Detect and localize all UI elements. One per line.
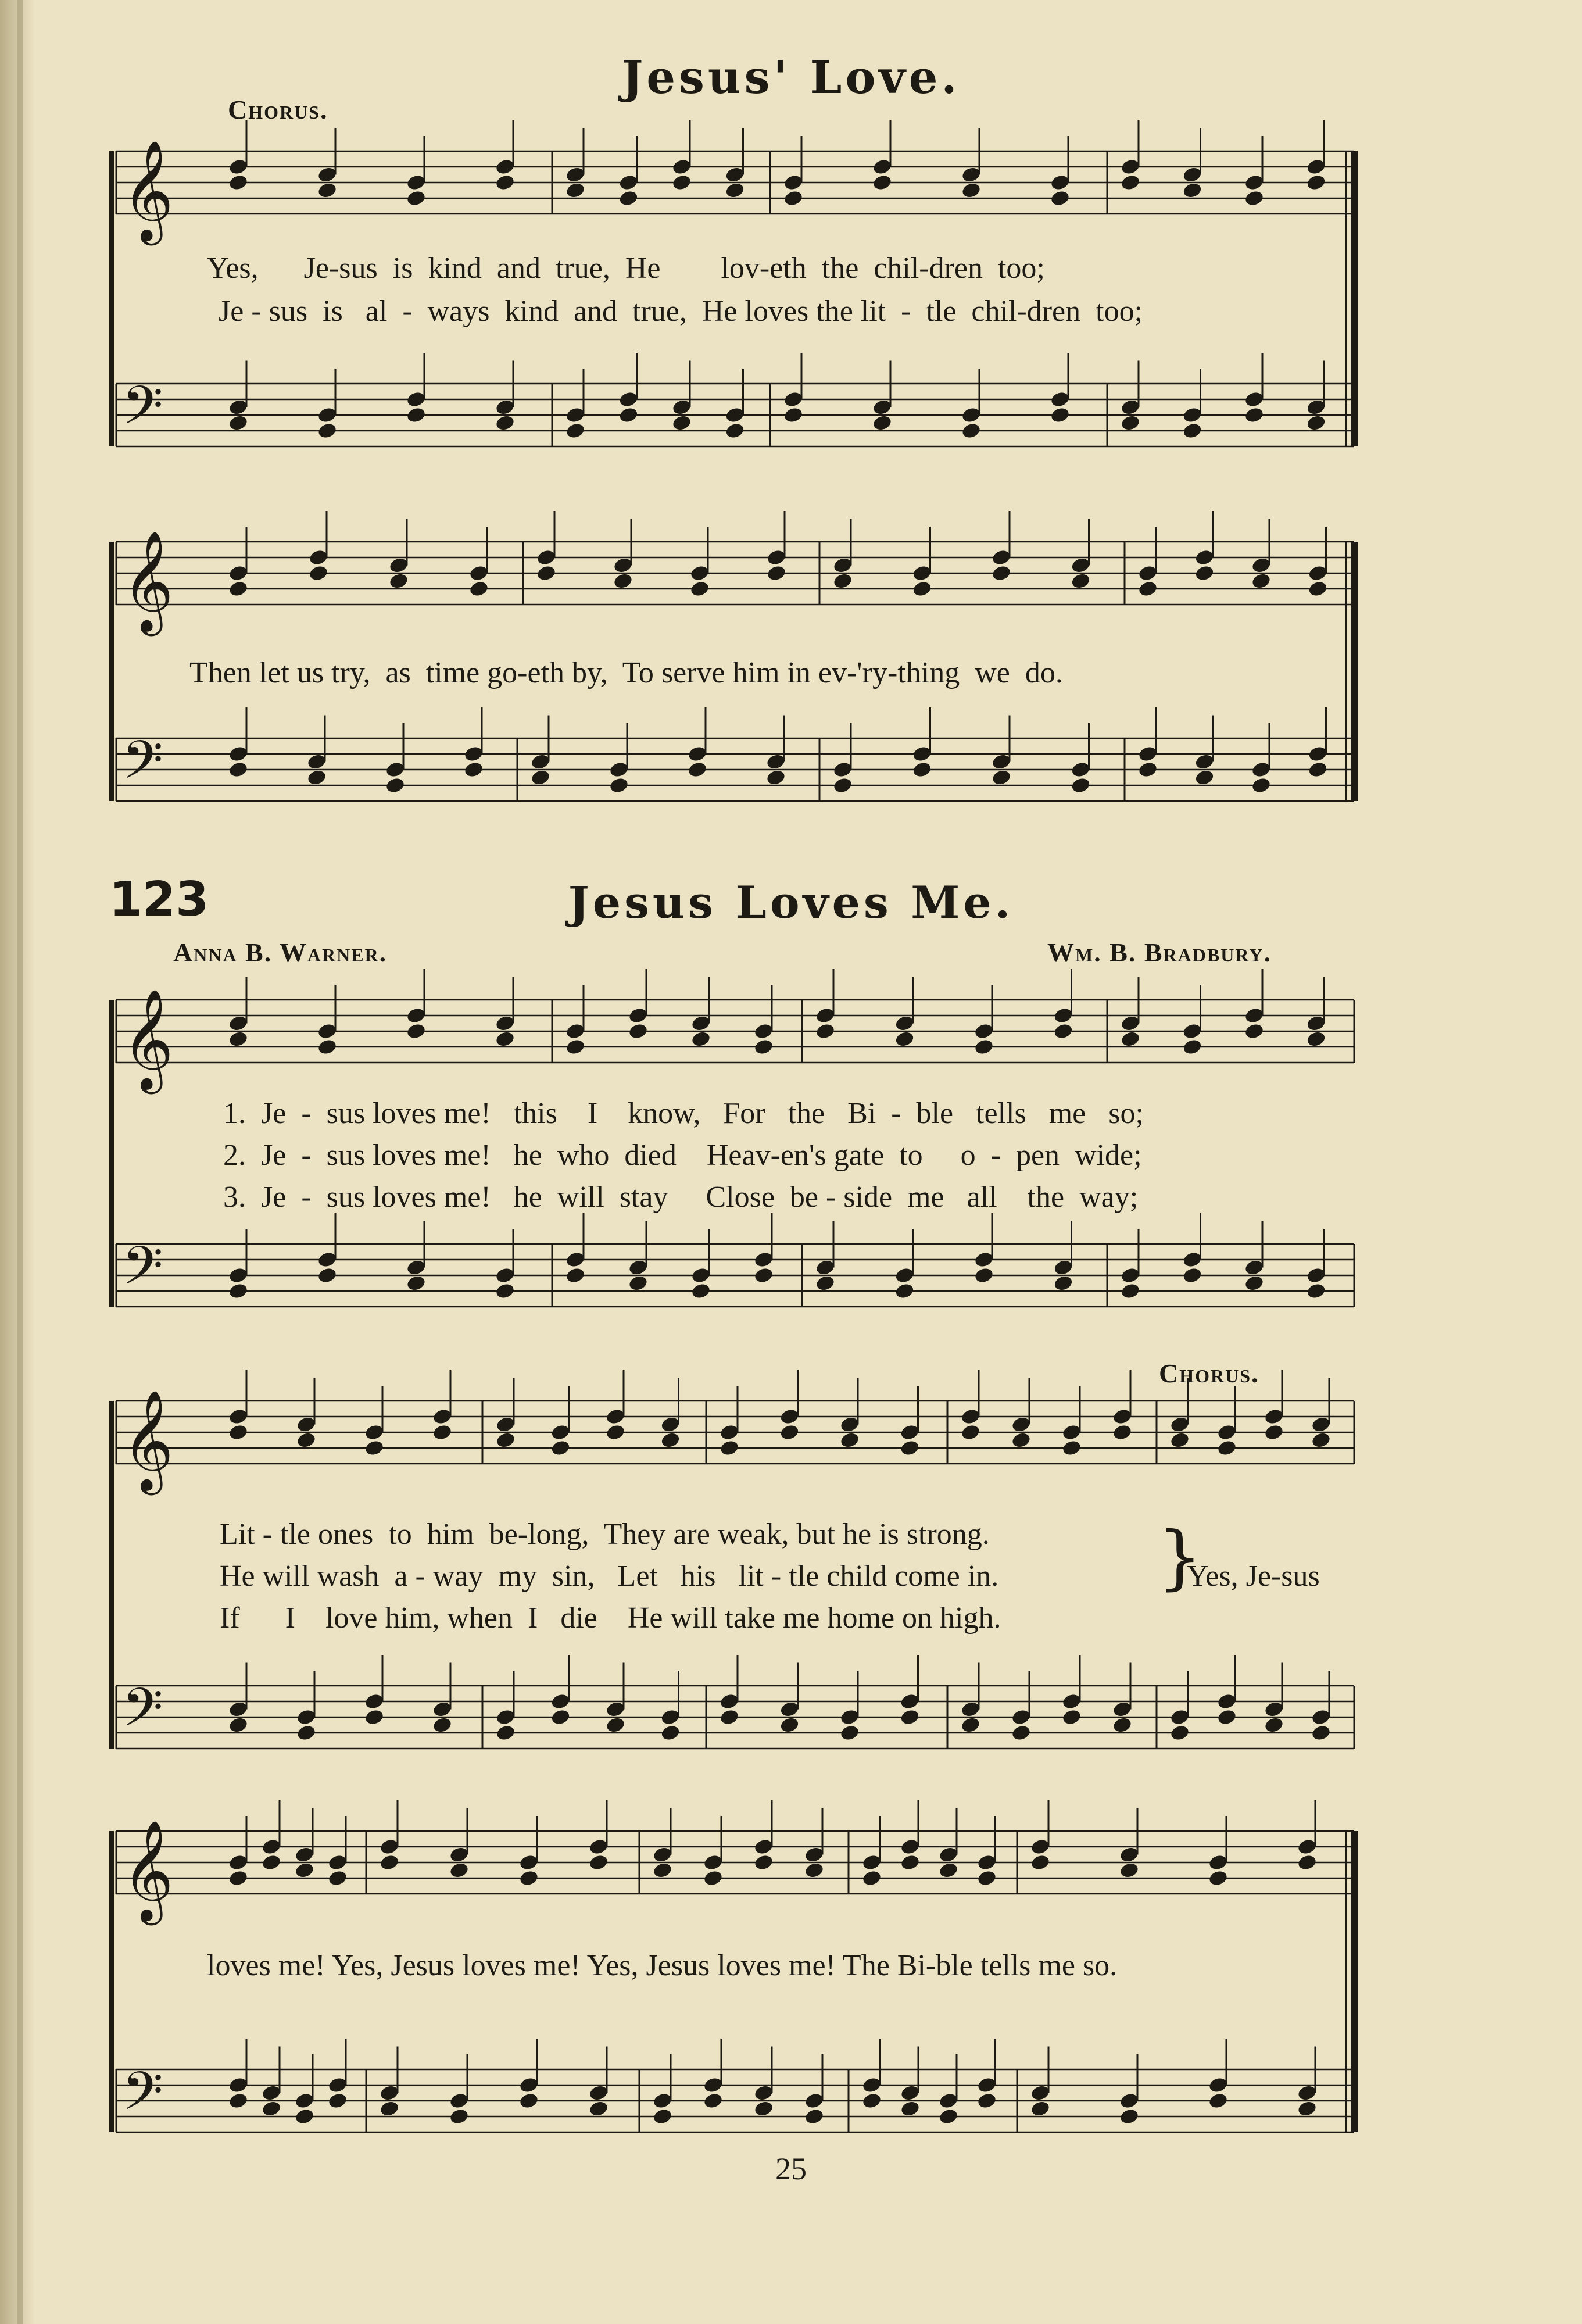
notehead <box>228 414 249 432</box>
notehead <box>991 564 1012 582</box>
notehead <box>327 2092 348 2110</box>
notehead <box>690 1282 711 1300</box>
notehead <box>1053 1274 1074 1292</box>
notehead <box>912 761 933 779</box>
notehead <box>1120 1030 1141 1048</box>
notehead <box>449 2108 470 2126</box>
notehead <box>1182 181 1203 199</box>
notehead <box>1194 768 1215 786</box>
notehead <box>406 1274 427 1292</box>
notehead <box>832 572 853 590</box>
notehead <box>1119 2108 1140 2126</box>
notehead <box>1169 1431 1190 1449</box>
notehead <box>1194 564 1215 582</box>
notehead <box>296 1724 317 1742</box>
notehead <box>1216 1708 1237 1726</box>
hymn-title-jesus-love: Jesus' Love. <box>621 51 961 104</box>
notehead <box>1119 1861 1140 1879</box>
notehead <box>296 1431 317 1449</box>
lyric-line: Je - sus is al - ways kind and true, He loves the lit - tle chil-dren too; <box>219 295 1143 328</box>
treble-clef-icon: 𝄞 <box>122 988 174 1090</box>
notehead <box>628 1022 649 1041</box>
notehead <box>1308 761 1329 779</box>
notehead <box>1244 1022 1265 1041</box>
notehead <box>1311 1431 1332 1449</box>
notehead <box>839 1724 860 1742</box>
notehead <box>294 1861 315 1879</box>
treble-clef-icon: 𝄞 <box>122 140 174 241</box>
notehead <box>804 1861 825 1879</box>
notehead <box>1297 2100 1318 2118</box>
notehead <box>613 572 633 590</box>
author-credit: Anna B. Warner. <box>173 938 388 967</box>
notehead <box>753 2100 774 2118</box>
notehead <box>900 1854 921 1872</box>
notehead <box>565 422 586 440</box>
notehead <box>703 1869 724 1887</box>
notehead <box>317 181 338 199</box>
notehead <box>294 2108 315 2126</box>
notehead <box>1244 1274 1265 1292</box>
notehead <box>1071 572 1091 590</box>
chorus-label: Chorus. <box>228 95 328 124</box>
notehead <box>753 1854 774 1872</box>
notehead <box>530 768 551 786</box>
notehead <box>228 1869 249 1887</box>
notehead <box>406 1022 427 1041</box>
notehead <box>725 181 746 199</box>
notehead <box>1297 1854 1318 1872</box>
notehead <box>379 2100 400 2118</box>
notehead <box>687 761 708 779</box>
notehead <box>1244 190 1265 208</box>
verse-brace: } <box>1158 1517 1202 1598</box>
notehead <box>550 1708 571 1726</box>
notehead <box>1169 1724 1190 1742</box>
notehead <box>495 414 516 432</box>
bass-clef-icon: 𝄢 <box>122 2060 163 2135</box>
hymn-title-jesus-loves-me: Jesus Loves Me. <box>568 877 1014 928</box>
notehead <box>228 174 249 192</box>
notehead <box>961 422 982 440</box>
notehead <box>495 1282 516 1300</box>
notehead <box>495 1030 516 1048</box>
notehead <box>364 1708 385 1726</box>
notehead <box>1071 777 1091 795</box>
notehead <box>894 1030 915 1048</box>
refrain-line: If I love him, when I die He will take me home on high. <box>220 1601 1001 1635</box>
notehead <box>804 2108 825 2126</box>
notehead <box>1306 1030 1327 1048</box>
notehead <box>861 1869 882 1887</box>
notehead <box>671 414 692 432</box>
notehead <box>690 1030 711 1048</box>
notehead <box>973 1267 994 1285</box>
treble-clef-icon: 𝄞 <box>122 1819 174 1921</box>
refrain-line: Lit - tle ones to him be-long, They are weak, but he is strong. <box>220 1518 990 1551</box>
notehead <box>660 1431 681 1449</box>
notehead <box>1137 580 1158 598</box>
notehead <box>228 580 249 598</box>
notehead <box>961 181 982 199</box>
notehead <box>719 1708 740 1726</box>
notehead <box>652 1861 673 1879</box>
verse-line: 2. Je - sus loves me! he who died Heav-en's gate to o - pen wide; <box>223 1139 1142 1172</box>
notehead <box>839 1431 860 1449</box>
notehead <box>689 580 710 598</box>
notehead <box>317 1038 338 1056</box>
chorus-lyric-line: loves me! Yes, Jesus loves me! Yes, Jesus loves me! The Bi-ble tells me so. <box>207 1949 1118 1982</box>
notehead <box>550 1439 571 1457</box>
notehead <box>1053 1022 1074 1041</box>
notehead <box>1050 406 1071 424</box>
notehead <box>605 1424 626 1442</box>
notehead <box>406 190 427 208</box>
notehead <box>618 406 639 424</box>
notehead <box>495 1724 516 1742</box>
notehead <box>385 777 406 795</box>
notehead <box>1306 1282 1327 1300</box>
notehead <box>815 1274 836 1292</box>
notehead <box>628 1274 649 1292</box>
notehead <box>991 768 1012 786</box>
notehead <box>671 174 692 192</box>
notehead <box>1120 1282 1141 1300</box>
notehead <box>228 1030 249 1048</box>
notehead <box>779 1716 800 1734</box>
notehead <box>861 2092 882 2110</box>
notehead <box>912 580 933 598</box>
notehead <box>1061 1708 1082 1726</box>
notehead <box>753 1038 774 1056</box>
notehead <box>1264 1424 1284 1442</box>
notehead <box>379 1854 400 1872</box>
notehead <box>588 2100 609 2118</box>
notehead <box>1244 406 1265 424</box>
notehead <box>518 1869 539 1887</box>
notehead <box>1208 1869 1229 1887</box>
notehead <box>317 1267 338 1285</box>
notehead <box>1306 414 1327 432</box>
notehead <box>432 1424 453 1442</box>
notehead <box>753 1267 774 1285</box>
hymn-number: 123 <box>109 872 209 927</box>
notehead <box>565 1038 586 1056</box>
notehead <box>605 1716 626 1734</box>
notehead <box>1030 1854 1051 1872</box>
notehead <box>609 777 629 795</box>
notehead <box>1011 1431 1032 1449</box>
notehead <box>960 1716 981 1734</box>
page-number: 25 <box>775 2151 807 2186</box>
notehead <box>565 181 586 199</box>
notehead <box>1308 580 1329 598</box>
notehead <box>364 1439 385 1457</box>
notehead <box>618 190 639 208</box>
bass-clef-icon: 𝄢 <box>122 729 163 804</box>
notehead <box>261 1854 282 1872</box>
refrain-line: He will wash a - way my sin, Let his lit - tle child come in. <box>220 1560 999 1593</box>
notehead <box>317 422 338 440</box>
notehead <box>976 1869 997 1887</box>
notehead <box>779 1424 800 1442</box>
notehead <box>468 580 489 598</box>
notehead <box>1208 2092 1229 2110</box>
notehead <box>228 1282 249 1300</box>
notehead <box>1182 422 1203 440</box>
notehead <box>725 422 746 440</box>
notehead <box>719 1439 740 1457</box>
notehead <box>518 2092 539 2110</box>
notehead <box>766 564 787 582</box>
lyric-line: Then let us try, as time go-eth by, To serve him in ev-'ry-thing we do. <box>189 656 1063 689</box>
notehead <box>1050 190 1071 208</box>
notehead <box>588 1854 609 1872</box>
lyric-line: Yes, Je-sus is kind and true, He lov-eth the chil-dren too; <box>207 252 1045 285</box>
notehead <box>1251 572 1272 590</box>
notehead <box>1120 174 1141 192</box>
notehead <box>406 406 427 424</box>
notehead <box>652 2108 673 2126</box>
notehead <box>783 406 804 424</box>
notehead <box>976 2092 997 2110</box>
notehead <box>783 190 804 208</box>
notehead <box>938 1861 959 1879</box>
notehead <box>432 1716 453 1734</box>
notehead <box>960 1424 981 1442</box>
notehead <box>1306 174 1327 192</box>
notehead <box>228 1424 249 1442</box>
bass-clef-icon: 𝄢 <box>122 374 163 449</box>
treble-clef-icon: 𝄞 <box>122 530 174 632</box>
notehead <box>938 2108 959 2126</box>
notehead <box>228 2092 249 2110</box>
notehead <box>703 2092 724 2110</box>
notehead <box>463 761 484 779</box>
notehead <box>449 1861 470 1879</box>
bass-clef-icon: 𝄢 <box>122 1235 163 1310</box>
notehead <box>765 768 786 786</box>
notehead <box>894 1282 915 1300</box>
composer-credit: Wm. B. Bradbury. <box>1047 938 1272 967</box>
notehead <box>1264 1716 1284 1734</box>
notehead <box>1120 414 1141 432</box>
notehead <box>660 1724 681 1742</box>
notehead <box>1112 1424 1133 1442</box>
notehead <box>872 174 893 192</box>
notehead <box>388 572 409 590</box>
notehead <box>306 768 327 786</box>
notehead <box>973 1038 994 1056</box>
notehead <box>872 414 893 432</box>
notehead <box>261 2100 282 2118</box>
chorus-start-lyric: Yes, Je-sus <box>1187 1560 1320 1593</box>
notehead <box>1251 777 1272 795</box>
notehead <box>1137 761 1158 779</box>
notehead <box>1030 2100 1051 2118</box>
notehead <box>900 1708 921 1726</box>
notehead <box>495 1431 516 1449</box>
notehead <box>1216 1439 1237 1457</box>
notehead <box>536 564 557 582</box>
verse-line: 1. Je - sus loves me! this I know, For the Bi - ble tells me so; <box>223 1097 1144 1130</box>
notehead <box>1112 1716 1133 1734</box>
notehead <box>1011 1724 1032 1742</box>
notehead <box>228 1716 249 1734</box>
bass-clef-icon: 𝄢 <box>122 1676 163 1751</box>
notehead <box>1182 1267 1203 1285</box>
notehead <box>815 1022 836 1041</box>
notehead <box>1061 1439 1082 1457</box>
notehead <box>900 1439 921 1457</box>
chorus-label: Chorus. <box>1159 1358 1259 1388</box>
notehead <box>565 1267 586 1285</box>
treble-clef-icon: 𝄞 <box>122 1389 174 1491</box>
verse-line: 3. Je - sus loves me! he will stay Close be - side me all the way; <box>223 1181 1139 1214</box>
notehead <box>327 1869 348 1887</box>
notehead <box>308 564 329 582</box>
notehead <box>900 2100 921 2118</box>
notehead <box>495 174 516 192</box>
notehead <box>1182 1038 1203 1056</box>
notehead <box>228 761 249 779</box>
notehead <box>832 777 853 795</box>
notehead <box>1311 1724 1332 1742</box>
